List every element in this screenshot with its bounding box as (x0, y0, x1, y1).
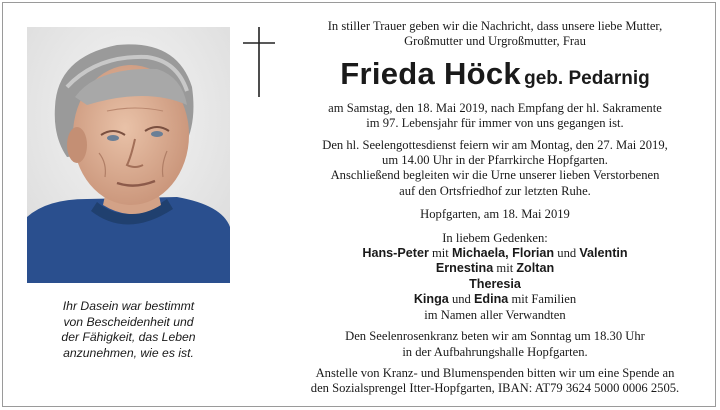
donation-line: Anstelle von Kranz- und Blumenspenden bitten wir um eine Spende an (315, 365, 675, 380)
service-line: auf den Ortsfriedhof zur letzten Ruhe. (399, 183, 591, 198)
family-line: Ernestina mit Zoltan (435, 261, 555, 276)
quote (27, 299, 230, 361)
cross-icon (243, 27, 275, 97)
rosary-line: Den Seelenrosenkranz beten wir am Sonntag um 18.30 Uhr (345, 329, 645, 344)
intro-line: In stiller Trauer geben wir die Nachricht, dass unsere liebe Mutter, (327, 19, 663, 33)
death-line: im 97. Lebensjahr für immer von uns gegangen ist. (366, 116, 624, 131)
quote-line: Ihr Dasein war bestimmt (62, 299, 195, 313)
family-line: im Namen aller Verwandten (424, 307, 566, 322)
intro-line: Großmutter und Urgroßmutter, Frau (404, 34, 586, 49)
family-line: Hans-Peter mit Michaela, Florian und Valentin (362, 246, 628, 261)
place-date: Hopfgarten, am 18. Mai 2019 (420, 207, 570, 222)
rosary-line: in der Aufbahrungshalle Hopfgarten. (402, 344, 588, 359)
maiden-name: geb. Pedarnig (524, 67, 650, 89)
donation-line: den Sozialsprengel Itter-Hopfgarten, IBAN: AT79 3624 5000 0006 2505. (310, 381, 680, 396)
family-line: Kinga und Edina mit Familien (413, 292, 577, 307)
quote-line: der Fähigkeit, das Leben (61, 330, 196, 344)
family-line: Theresia (469, 276, 521, 291)
quote-line: anzunehmen, wie es ist. (63, 345, 194, 360)
service-line: Den hl. Seelengottesdienst feiern wir am Montag, den 27. Mai 2019, (322, 137, 668, 152)
service-line: Anschließend begleiten wir die Urne unserer lieben Verstorbenen (330, 168, 660, 183)
quote-line: von Bescheidenheit und (63, 314, 194, 329)
deceased-name (282, 57, 708, 97)
name: Frieda Höck (340, 55, 521, 91)
obituary-text (282, 19, 708, 397)
service-line: um 14.00 Uhr in der Pfarrkirche Hopfgarten. (382, 153, 608, 168)
memory-heading: In liebem Gedenken: (442, 230, 548, 245)
portrait-photo (27, 27, 230, 283)
death-line: am Samstag, den 18. Mai 2019, nach Empfang der hl. Sakramente (328, 100, 662, 115)
